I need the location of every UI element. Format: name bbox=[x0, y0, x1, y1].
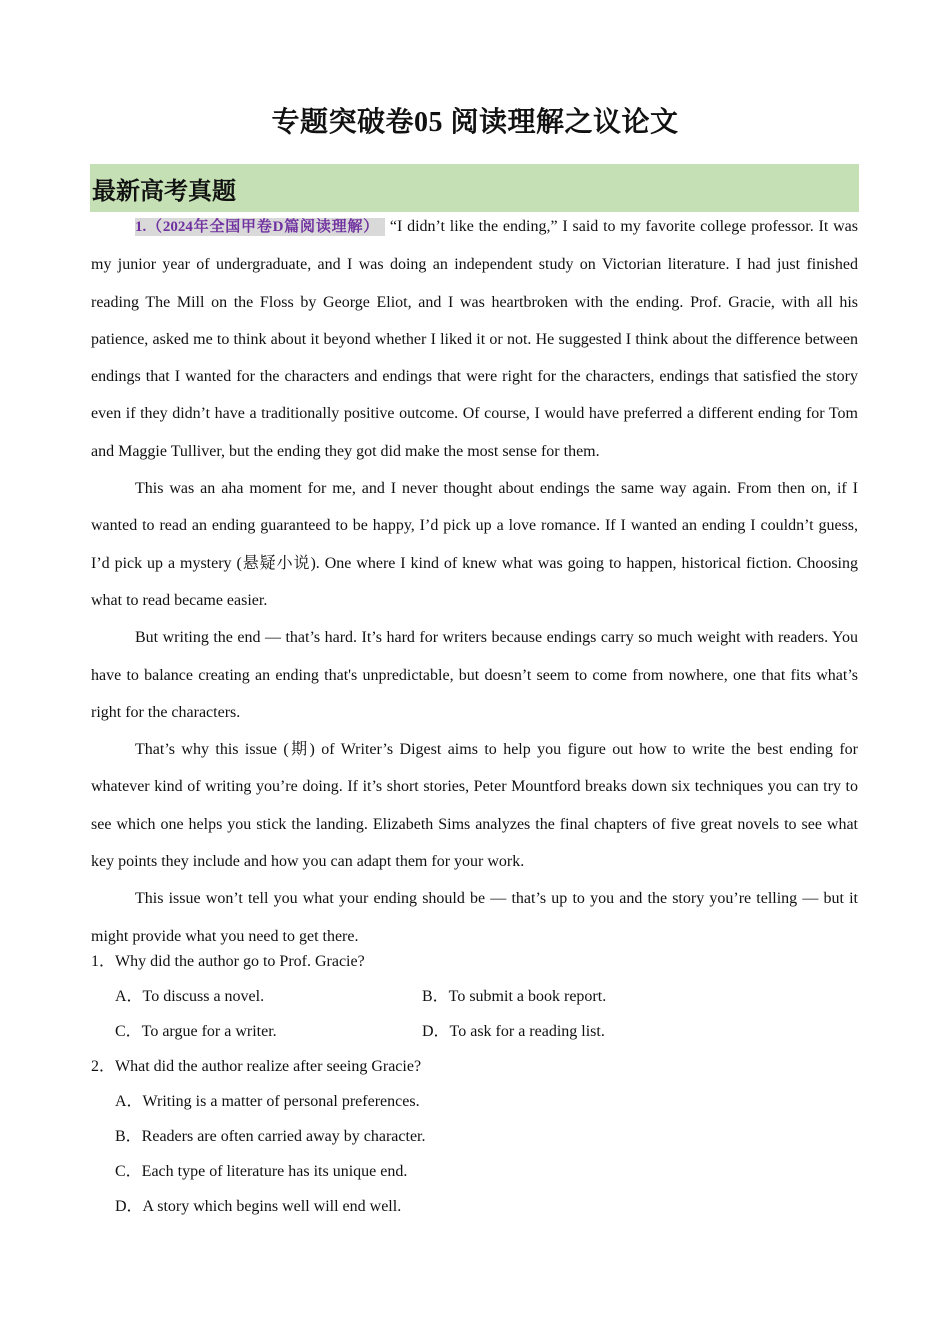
paragraph-3: But writing the end — that’s hard. It’s hard for writers because endings carry so much weight with readers. You have to balance creating an ending that's unpredictable, but doesn’t seem to come from nowhere, one that fits what’s right for the characters. bbox=[91, 629, 858, 721]
question-1-option-c: C．To argue for a writer. bbox=[115, 1023, 277, 1040]
question-source-tag: 1.（2024年全国甲卷D篇阅读理解） bbox=[135, 218, 385, 236]
paragraph-4: That’s why this issue (期) of Writer’s Digest aims to help you figure out how to write the best ending for whatever kind of writing you’re doing. If it’s short stories, Peter Mountford breaks down six techniques you can try to see which one helps you stick the landing. Elizabeth Sims analyzes the final chapters of five great novels to see what key points they include and how you can adapt them for your work. bbox=[91, 741, 858, 871]
section-header bbox=[90, 164, 859, 212]
section-title: 最新高考真题 bbox=[92, 178, 236, 205]
paragraph-1 bbox=[91, 208, 858, 470]
reading-passage bbox=[91, 208, 858, 955]
paragraph-1-text: “I didn’t like the ending,” I said to my favorite college professor. It was my junior year of undergraduate, and I was doing an independent study on Victorian literature. I had just finished reading The Mill on the Floss by George Eliot, and I was heartbroken with the ending. Prof. Gracie, with all his patience, asked me to think about it beyond whether I liked it or not. He suggested I think about the difference between endings that I wanted for the characters and endings that were right for the characters, endings that satisfied the story even if they didn’t have a traditionally positive outcome. Of course, I would have preferred a different ending for Tom and Maggie Tulliver, but the ending they got did make the most sense for them. bbox=[91, 218, 858, 460]
question-1-option-b: B．To submit a book report. bbox=[422, 988, 607, 1005]
paragraph-2: This was an aha moment for me, and I never thought about endings the same way again. From then on, if I wanted to read an ending guaranteed to be happy, I’d pick up a love romance. If I wanted an ending I couldn’t guess, I’d pick up a mystery (悬疑小说). One where I kind of knew what was going to happen, historical fiction. Choosing what to read became easier. bbox=[91, 480, 858, 609]
question-1-option-d: D．To ask for a reading list. bbox=[422, 1023, 605, 1040]
question-2-option-c: C．Each type of literature has its unique end. bbox=[115, 1163, 408, 1180]
question-1-option-a: A．To discuss a novel. bbox=[115, 988, 265, 1005]
question-2-option-a: A．Writing is a matter of personal preferences. bbox=[115, 1093, 420, 1110]
question-2-option-d: D．A story which begins well will end well. bbox=[115, 1198, 402, 1215]
paragraph-5: This issue won’t tell you what your ending should be — that’s up to you and the story you’re telling — but it might provide what you need to get there. bbox=[91, 890, 858, 945]
page-title: 专题突破卷05 阅读理解之议论文 bbox=[271, 107, 679, 138]
question-2-stem: 2．What did the author realize after seeing Gracie? bbox=[91, 1058, 422, 1075]
question-1-stem: 1．Why did the author go to Prof. Gracie? bbox=[91, 953, 365, 970]
question-2-option-b: B．Readers are often carried away by character. bbox=[115, 1128, 426, 1145]
